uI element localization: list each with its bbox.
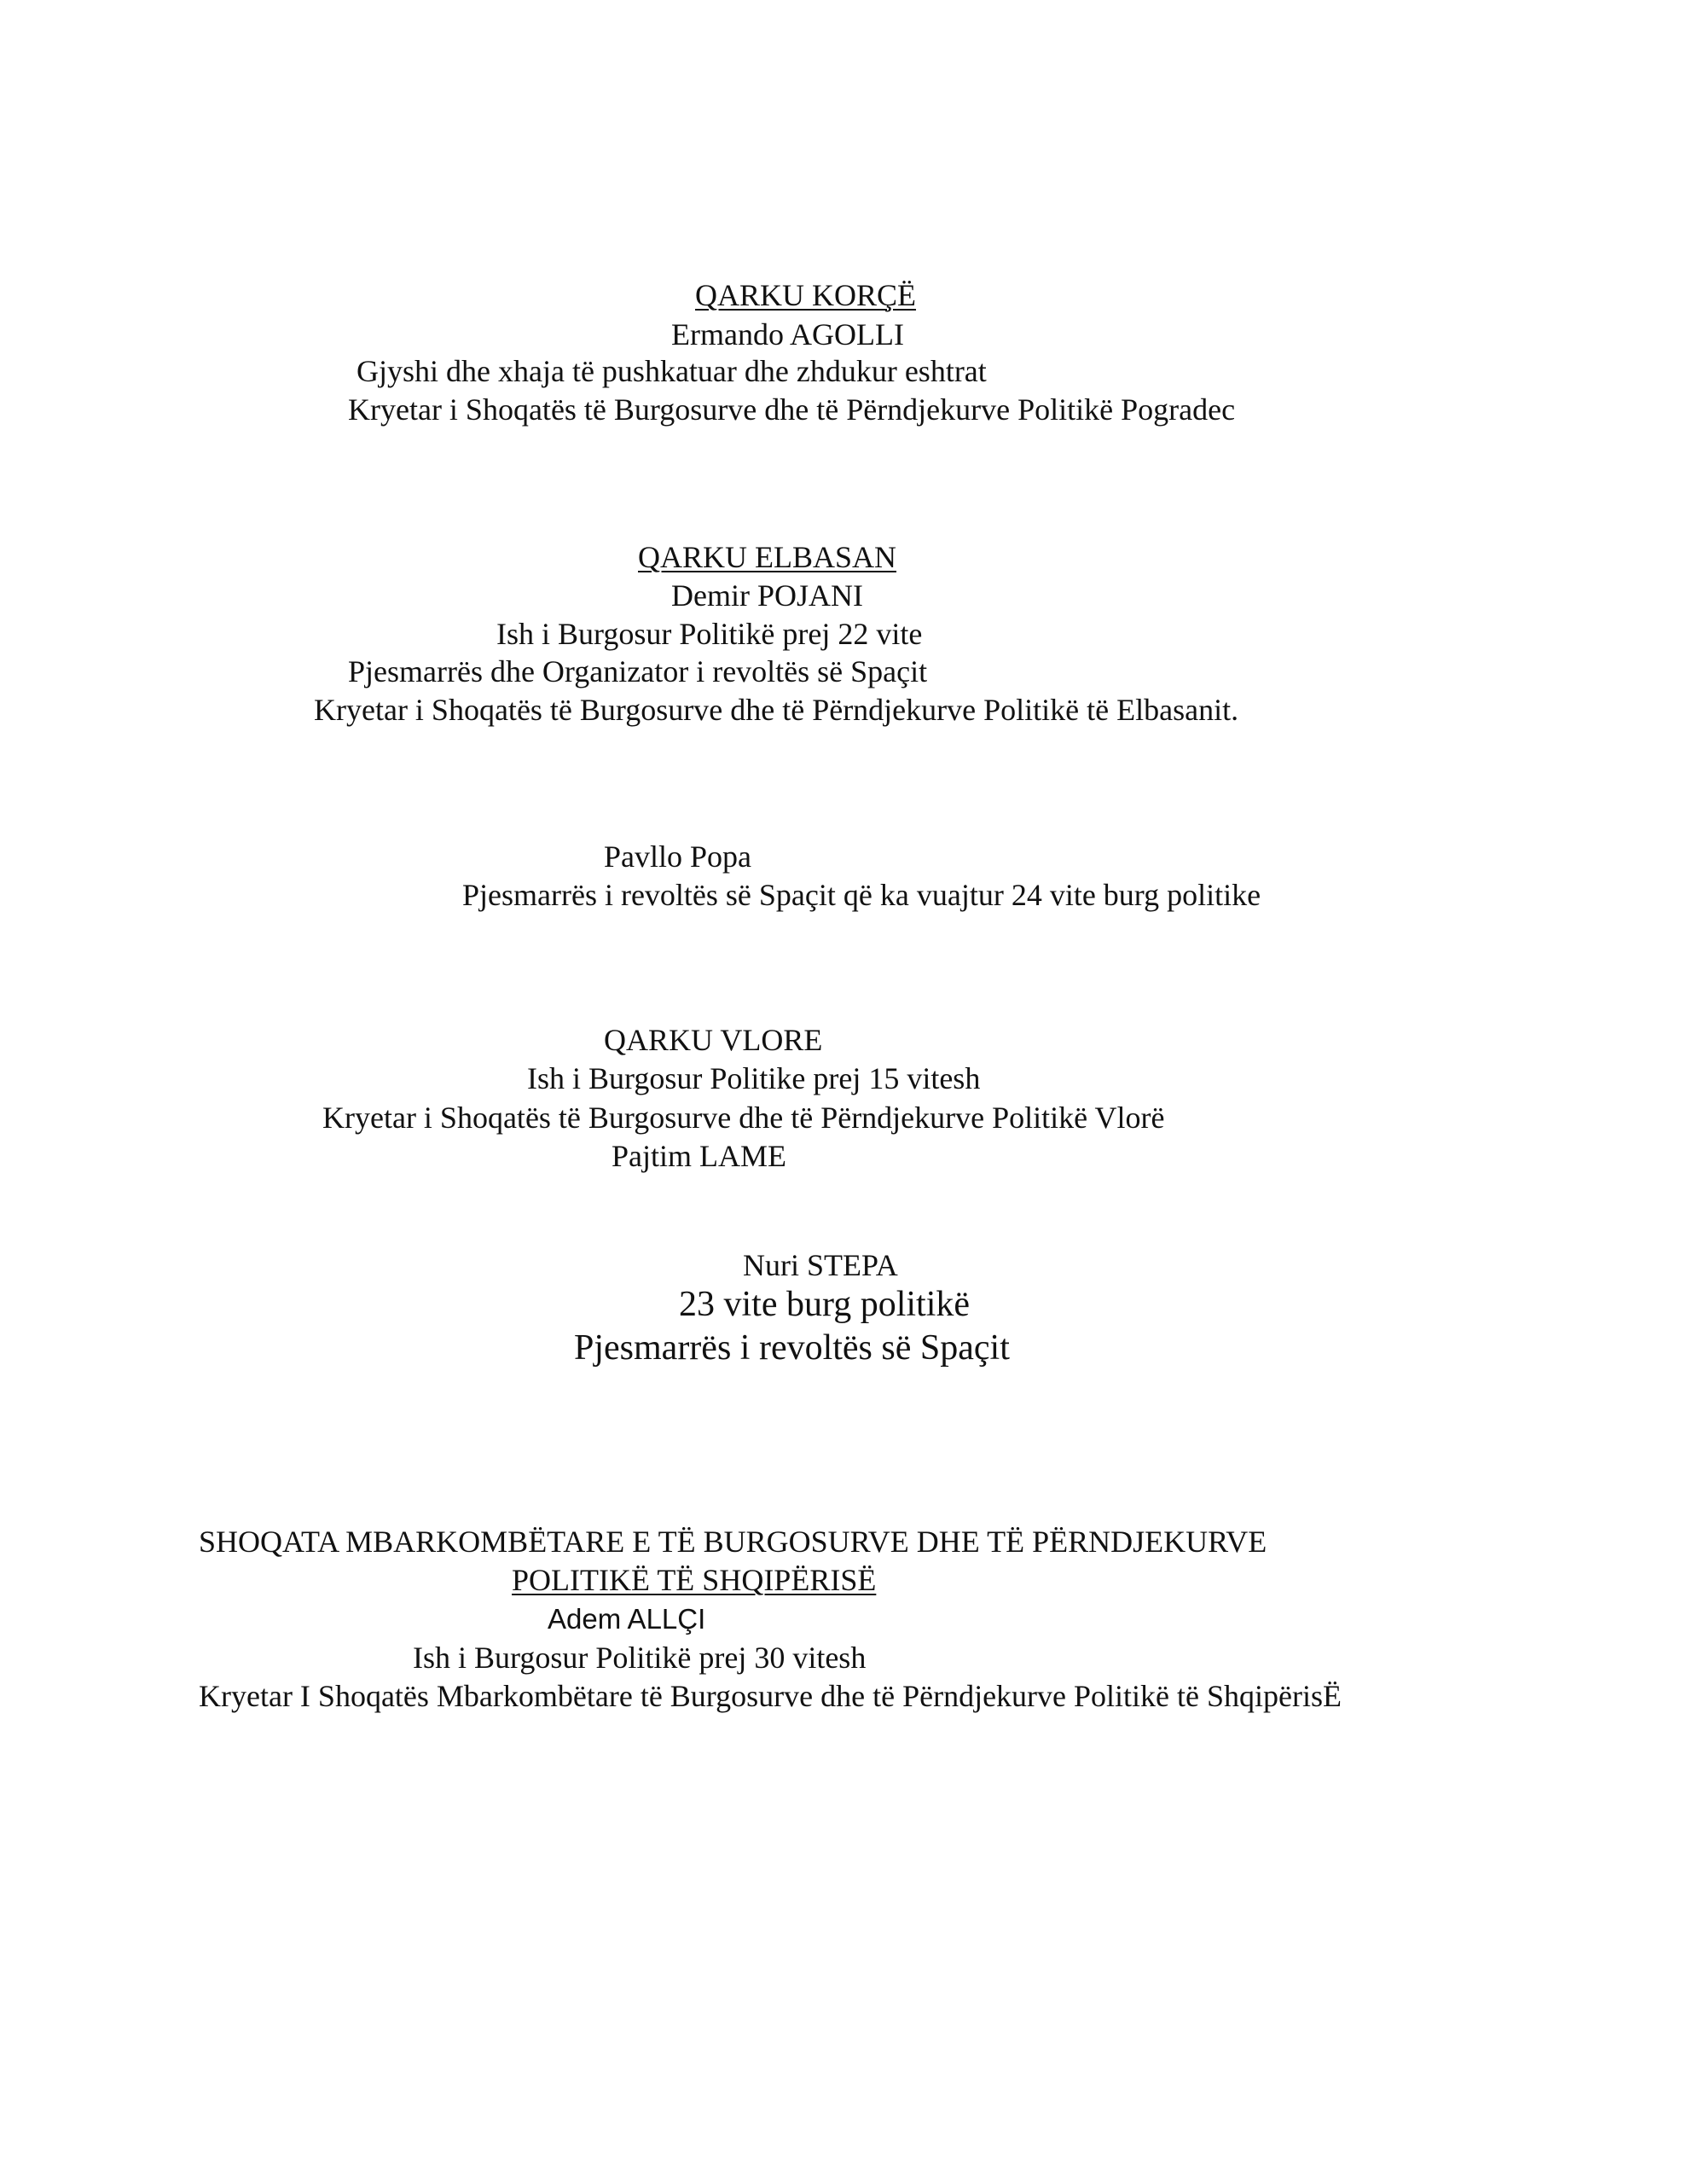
elbasan-title: QARKU ELBASAN — [638, 540, 897, 574]
vlore-line-1: Ish i Burgosur Politike prej 15 vitesh — [527, 1061, 981, 1095]
vlore-name: Pajtim LAME — [612, 1139, 786, 1173]
korce-title: QARKU KORÇË — [695, 278, 917, 312]
national-line-1: Ish i Burgosur Politikë prej 30 vitesh — [413, 1641, 867, 1675]
korce-name: Ermando AGOLLI — [671, 317, 904, 351]
elbasan-name: Demir POJANI — [671, 578, 863, 613]
national-name: Adem ALLÇI — [548, 1603, 706, 1635]
korce-line-1: Gjyshi dhe xhaja të pushkatuar dhe zhdukur eshtrat — [357, 354, 987, 388]
popa-name: Pavllo Popa — [604, 839, 752, 874]
vlore-title: QARKU VLORE — [604, 1023, 823, 1057]
vlore-line-2: Kryetar i Shoqatës të Burgosurve dhe të Përndjekurve Politikë Vlorë — [322, 1101, 1165, 1135]
korce-line-2: Kryetar i Shoqatës të Burgosurve dhe të Përndjekurve Politikë Pogradec — [348, 392, 1236, 427]
elbasan-line-2: Pjesmarrës dhe Organizator i revoltës së Spaçit — [348, 654, 928, 688]
stepa-line-1: 23 vite burg politikë — [679, 1285, 971, 1324]
national-title-line-2: POLITIKË TË SHQIPËRISË — [512, 1563, 877, 1597]
popa-line-1: Pjesmarrës i revoltës së Spaçit që ka vuajtur 24 vite burg politike — [462, 878, 1261, 912]
national-line-2: Kryetar I Shoqatës Mbarkombëtare të Burgosurve dhe të Përndjekurve Politikë të ShqipërisË — [199, 1679, 1342, 1713]
stepa-line-2: Pjesmarrës i revoltës së Spaçit — [574, 1328, 1010, 1368]
elbasan-line-1: Ish i Burgosur Politikë prej 22 vite — [496, 617, 923, 651]
elbasan-line-3: Kryetar i Shoqatës të Burgosurve dhe të Përndjekurve Politikë të Elbasanit. — [314, 693, 1239, 727]
national-title-line-1: SHOQATA MBARKOMBËTARE E TË BURGOSURVE DHE TË PËRNDJEKURVE — [199, 1525, 1267, 1559]
stepa-name: Nuri STEPA — [743, 1248, 898, 1282]
